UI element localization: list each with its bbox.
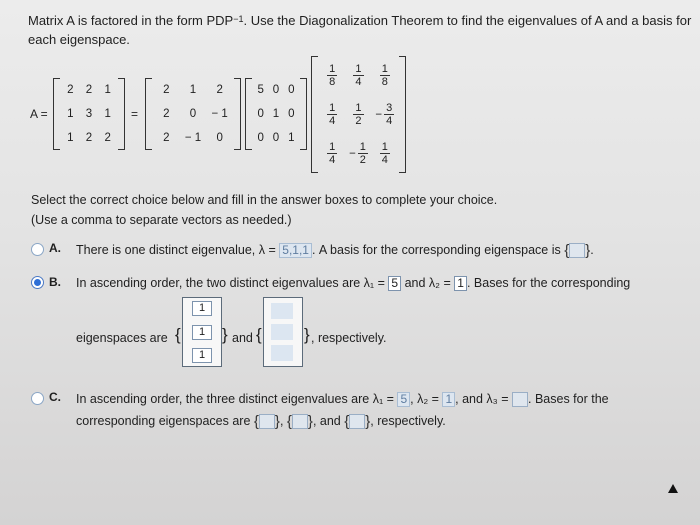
choice-b-letter: B. xyxy=(49,275,61,289)
matrix-fraction-entry: $\frac{1}{8}$ xyxy=(329,63,336,88)
lhs-label: A = xyxy=(30,107,48,121)
matrix-entry: 2 xyxy=(85,132,93,144)
brace-left-icon: { xyxy=(256,325,262,344)
matrix-entry: − 1 xyxy=(184,132,202,144)
choice-b-and-label: and xyxy=(232,331,253,345)
matrix-p-inverse xyxy=(311,56,406,173)
equals-sign: = xyxy=(131,107,139,121)
matrix-entry: 3 xyxy=(85,108,93,120)
vector-entry-box[interactable] xyxy=(271,345,293,361)
matrix-fraction-entry: $\frac{1}{8}$ xyxy=(381,63,388,88)
matrix-entry: 0 xyxy=(257,108,264,120)
choice-c-basis-box-1[interactable] xyxy=(259,414,275,429)
choice-b-radio[interactable] xyxy=(31,276,44,289)
choice-b-respectively: , respectively. xyxy=(311,331,387,345)
choice-b-basis-vector-1[interactable] xyxy=(182,297,222,367)
choice-a-eigenvalue-box[interactable]: 5,1,1 xyxy=(279,243,312,258)
matrix-entry: 0 xyxy=(272,132,280,144)
choice-a-basis-set: { } xyxy=(564,241,591,259)
matrix-fraction-entry: $\frac{1}{4}$ xyxy=(329,141,336,166)
matrix-entry: 0 xyxy=(288,108,295,120)
matrix-entry: 0 xyxy=(288,84,295,96)
matrix-entry: 2 xyxy=(67,84,74,96)
brace-right-icon: } xyxy=(304,325,310,344)
matrix-fraction-entry: $\frac{1}{2}$ xyxy=(355,102,362,127)
matrix-entry: 1 xyxy=(67,132,74,144)
problem-statement xyxy=(28,12,698,48)
matrix-factorization xyxy=(28,52,408,176)
matrix-entry: − 1 xyxy=(211,108,228,120)
matrix-fraction-entry: $\frac{1}{4}$ xyxy=(329,102,336,127)
choice-c-text: In ascending order, the three distinct eigenvalues are λ₁ = 5 , λ₂ = 1 , and λ₃ = . Bases for the xyxy=(76,392,609,407)
choice-b-text: In ascending order, the two distinct eigenvalues are λ₁ = 5 and λ₂ = 1 . Bases for the corresponding xyxy=(76,276,631,291)
matrix-entry: 5 xyxy=(257,84,264,96)
vector-entry-box[interactable]: 1 xyxy=(192,301,212,316)
matrix-fraction-entry: − $\frac{3}{4}$ xyxy=(375,102,393,127)
matrix-entry: 2 xyxy=(163,108,170,120)
problem-text-continued: . Use the Diagonalization Theorem to find the eigenvalues of A and a basis for each eigenspace. xyxy=(28,13,692,47)
choice-a-text: There is one distinct eigenvalue, λ = 5,1,1 . A basis for the corresponding eigenspace is { } . xyxy=(76,241,594,259)
choice-c-basis-set-2: { } xyxy=(286,412,313,430)
choice-c-basis-set-1: { } xyxy=(253,412,280,430)
vector-entry-box[interactable] xyxy=(271,324,293,340)
inverse-exponent: −1 xyxy=(233,14,244,24)
choice-c-lambda3-box[interactable] xyxy=(512,392,528,407)
matrix-entry: 0 xyxy=(257,132,264,144)
matrix-entry: 2 xyxy=(163,84,170,96)
choice-b-eigenspaces-label: eigenspaces are xyxy=(76,331,168,345)
choice-c-basis-box-3[interactable] xyxy=(349,414,365,429)
choice-b-basis-vector-2[interactable] xyxy=(263,297,303,367)
choice-c-basis-set-3: { } xyxy=(344,412,371,430)
matrix-entry: 2 xyxy=(104,132,111,144)
matrix-entry: 1 xyxy=(67,108,74,120)
matrix-entry: 2 xyxy=(216,84,223,96)
choice-b-lambda2-box[interactable]: 1 xyxy=(454,276,467,291)
choice-a-basis-box[interactable] xyxy=(569,243,585,258)
matrix-entry: 2 xyxy=(85,84,93,96)
choice-b-lambda1-box[interactable]: 5 xyxy=(388,276,401,291)
instruction-note: (Use a comma to separate vectors as needed.) xyxy=(31,213,292,227)
choice-a-radio[interactable] xyxy=(31,243,44,256)
instruction-line: Select the correct choice below and fill in the answer boxes to complete your choice. xyxy=(31,193,498,207)
matrix-entry: 2 xyxy=(163,132,170,144)
problem-text: Matrix A is factored in the form PDP xyxy=(28,13,234,28)
choice-a-letter: A. xyxy=(49,241,61,255)
choice-c-basis-box-2[interactable] xyxy=(292,414,308,429)
choice-c-radio[interactable] xyxy=(31,392,44,405)
brace-left-icon: { xyxy=(175,325,181,344)
matrix-entry: 0 xyxy=(189,108,197,120)
matrix-entry: 1 xyxy=(272,108,280,120)
matrix-entry: 1 xyxy=(104,84,111,96)
matrix-entry: 0 xyxy=(272,84,280,96)
vector-entry-box[interactable]: 1 xyxy=(192,325,212,340)
vector-entry-box[interactable] xyxy=(271,303,293,319)
brace-right-icon: } xyxy=(222,325,228,344)
matrix-entry: 1 xyxy=(189,84,197,96)
choice-c-letter: C. xyxy=(49,390,61,404)
mouse-cursor-icon xyxy=(668,484,678,493)
matrix-entry: 0 xyxy=(216,132,223,144)
matrix-fraction-entry: $\frac{1}{4}$ xyxy=(355,63,362,88)
vector-entry-box[interactable]: 1 xyxy=(192,348,212,363)
matrix-p xyxy=(145,78,241,150)
matrix-entry: 1 xyxy=(104,108,111,120)
matrix-d xyxy=(245,78,307,150)
matrix-fraction-entry: $\frac{1}{4}$ xyxy=(381,141,388,166)
choice-c-lambda1-box[interactable]: 5 xyxy=(397,392,410,407)
matrix-entry: 1 xyxy=(288,132,295,144)
matrix-a xyxy=(53,78,125,150)
choice-c-lambda2-box[interactable]: 1 xyxy=(442,392,455,407)
matrix-fraction-entry: − $\frac{1}{2}$ xyxy=(349,141,366,166)
choice-c-eigenspaces-line: corresponding eigenspaces are { } , { } , and { } , respectively. xyxy=(76,412,446,430)
